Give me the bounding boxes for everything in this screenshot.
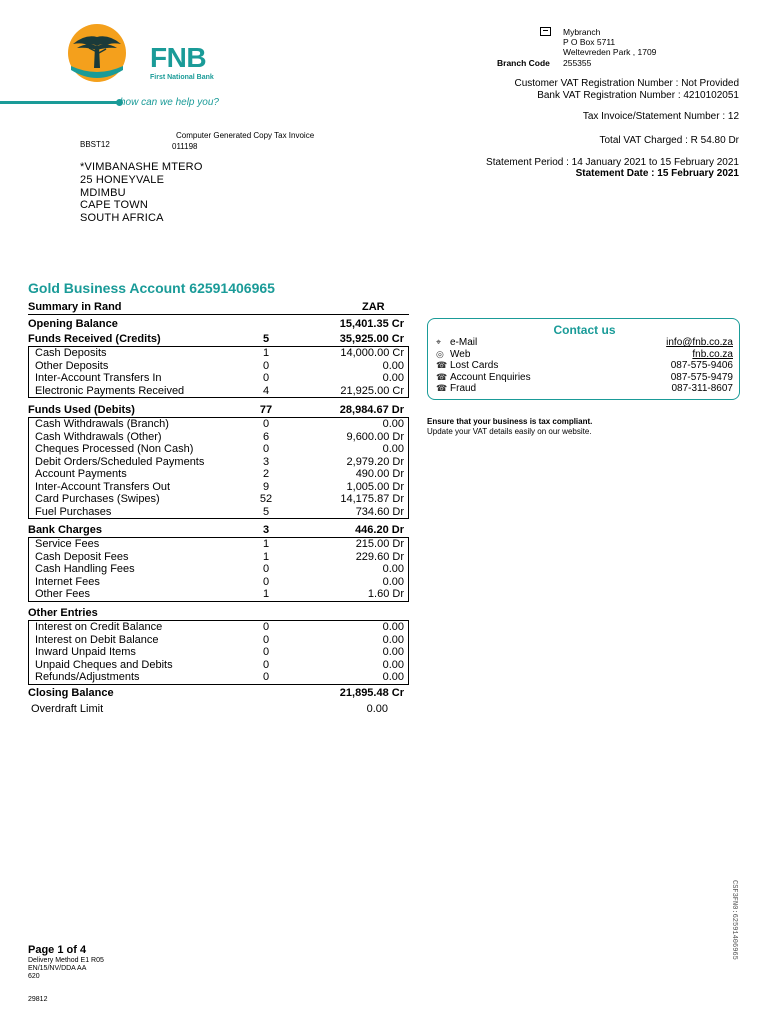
debit-item: Card Purchases (Swipes) 52 14,175.87 Dr (35, 493, 404, 505)
statement-date: Statement Date : 15 February 2021 (575, 168, 739, 179)
invoice-number: Tax Invoice/Statement Number : 12 (582, 111, 739, 122)
ref-right: 011198 (172, 142, 198, 151)
phone-icon: ☎ (436, 371, 448, 382)
globe-icon: ◎ (436, 348, 444, 359)
credit-item: Electronic Payments Received 4 21,925.00 Cr (35, 384, 404, 397)
charge-item: Other Fees 1 1.60 Dr (35, 588, 404, 600)
contact-box (427, 318, 740, 400)
contact-row-web: ◎ Web fnb.co.za (436, 348, 733, 360)
charge-item: Cash Deposit Fees 1 229.60 Dr (35, 550, 404, 563)
tax-note: Ensure that your business is tax compliant. Update your VAT details easily on our website. (427, 417, 593, 436)
charge-item: Service Fees 1 215.00 Dr (35, 538, 404, 550)
brand-tagline: how can we help you? (120, 97, 219, 108)
other-entries-row: Other Entries (28, 607, 98, 619)
contact-row-email: ⌖ e-Mail info@fnb.co.za (436, 337, 733, 348)
footer-code: EN/15/NV/DDA AA (28, 965, 87, 972)
debit-item: Debit Orders/Scheduled Payments 3 2,979.20 Dr (35, 455, 404, 468)
debits-row: Funds Used (Debits) 77 28,984.67 Dr (28, 404, 404, 416)
header-rule (28, 314, 409, 315)
brand-name: FNB (150, 42, 207, 73)
footer-code: 620 (28, 973, 40, 980)
address-line: 25 HONEYVALE (80, 174, 165, 186)
page-number: Page 1 of 4 (28, 944, 87, 956)
credit-item: Inter-Account Transfers In 0 0.00 (35, 372, 404, 384)
contact-row-lost-cards: ☎ Lost Cards 087-575-9406 (436, 360, 733, 371)
other-item: Refunds/Adjustments 0 0.00 (35, 671, 404, 683)
web-link[interactable]: fnb.co.za (692, 348, 733, 360)
debit-item: Cash Withdrawals (Branch) 0 0.00 (35, 418, 404, 430)
other-item: Interest on Credit Balance 0 0.00 (35, 621, 404, 633)
branch-area: Weltevreden Park , 1709 (563, 47, 657, 57)
charge-item: Internet Fees 0 0.00 (35, 575, 404, 588)
other-item: Unpaid Cheques and Debits 0 0.00 (35, 658, 404, 671)
vertical-reference: CSF3FN0:62591406965 (730, 880, 738, 960)
statement-period: Statement Period : 14 January 2021 to 15 February 2021 (486, 157, 739, 168)
email-link[interactable]: info@fnb.co.za (666, 337, 733, 348)
debit-item: Fuel Purchases 5 734.60 Dr (35, 505, 404, 518)
overdraft-row: Overdraft Limit 0.00 (31, 703, 388, 715)
branch-code: 255355 (563, 58, 592, 68)
ref-left: BBST12 (80, 140, 110, 149)
summary-currency: ZAR (362, 301, 385, 313)
debit-item: Cash Withdrawals (Other) 6 9,600.00 Dr (35, 430, 404, 443)
other-item: Inward Unpaid Items 0 0.00 (35, 646, 404, 658)
summary-header: Summary in Rand (28, 301, 122, 313)
fnb-tree-logo (67, 22, 127, 84)
address-line: CAPE TOWN (80, 199, 149, 211)
closing-balance-row: Closing Balance 21,895.48 Cr (28, 687, 404, 699)
debit-item: Cheques Processed (Non Cash) 0 0.00 (35, 443, 404, 455)
debit-item: Inter-Account Transfers Out 9 1,005.00 Dr (35, 480, 404, 493)
charges-row: Bank Charges 3 446.20 Dr (28, 524, 404, 536)
mouse-icon: ⌖ (436, 337, 442, 347)
other-item: Interest on Debit Balance 0 0.00 (35, 633, 404, 646)
debit-item: Account Payments 2 490.00 Dr (35, 468, 404, 480)
credit-item: Cash Deposits 1 14,000.00 Cr (35, 347, 404, 359)
address-line: SOUTH AFRICA (80, 212, 164, 224)
brand-subtitle: First National Bank (150, 74, 214, 81)
customer-vat: Customer VAT Registration Number : Not Provided (514, 78, 739, 89)
opening-balance-row: Opening Balance 15,401.35 Cr (28, 318, 404, 330)
address-line: *VIMBANASHE MTERO (80, 161, 203, 173)
address-line: MDIMBU (80, 187, 126, 199)
total-vat: Total VAT Charged : R 54.80 Dr (599, 135, 739, 146)
phone-icon: ☎ (436, 383, 448, 393)
envelope-icon (540, 27, 551, 36)
tagline-rule (0, 101, 122, 104)
delivery-method: Delivery Method E1 R05 (28, 957, 104, 964)
copy-note: Computer Generated Copy Tax Invoice (176, 131, 315, 140)
credit-item: Other Deposits 0 0.00 (35, 359, 404, 372)
account-title: Gold Business Account 62591406965 (28, 280, 275, 296)
contact-title: Contact us (553, 323, 616, 337)
branch-code-label: Branch Code (497, 58, 550, 68)
phone-icon: ☎ (436, 360, 448, 370)
branch-po-box: P O Box 5711 (563, 37, 616, 47)
bank-vat: Bank VAT Registration Number : 4210102051 (537, 90, 739, 101)
contact-row-fraud: ☎ Fraud 087-311-8607 (436, 383, 733, 394)
contact-row-account-enquiries: ☎ Account Enquiries 087-575-9479 (436, 371, 733, 383)
branch-name: Mybranch (563, 27, 601, 37)
credits-row: Funds Received (Credits) 5 35,925.00 Cr (28, 333, 404, 345)
charge-item: Cash Handling Fees 0 0.00 (35, 563, 404, 575)
footer-code: 29812 (28, 996, 48, 1003)
